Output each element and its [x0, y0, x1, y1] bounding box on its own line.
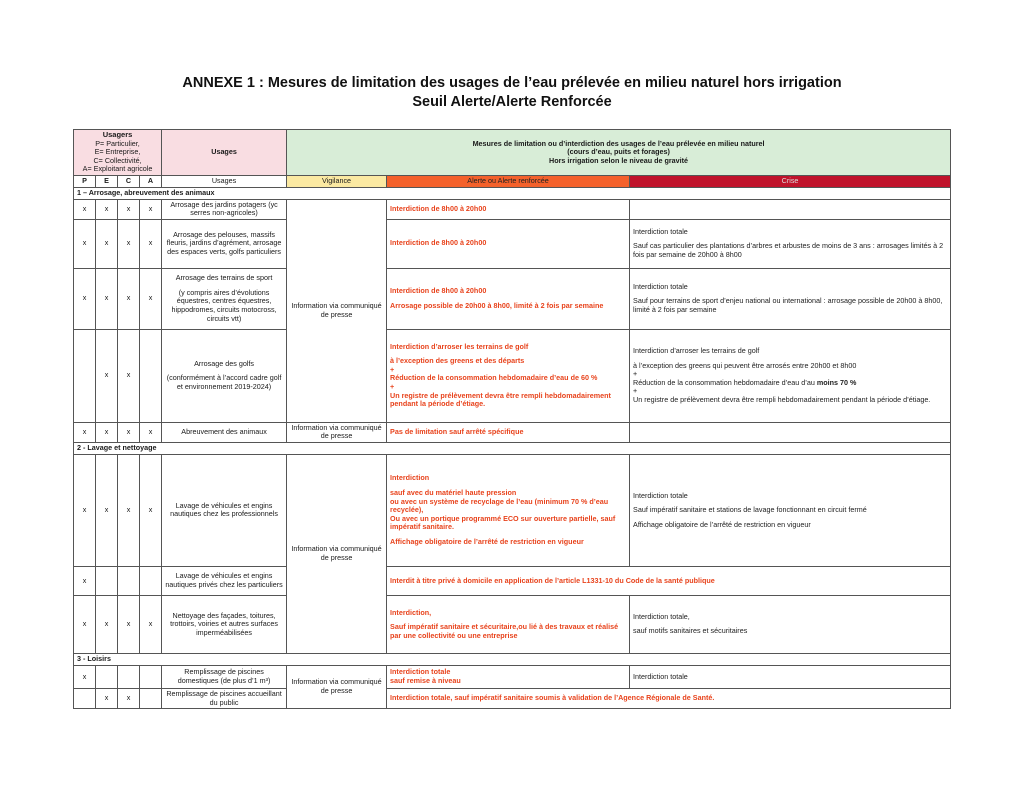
- mark-a: x: [140, 199, 162, 219]
- mark-e: x: [96, 595, 118, 653]
- mark-c: x: [118, 595, 140, 653]
- crise-line: Un registre de prélèvement devra être rempli hebdomadairement pendant la période d’étiage.: [633, 394, 931, 404]
- alerte-line: Ou avec un portique programmé ECO sur ouverture partielle, sauf impératif sanitaire.: [390, 513, 616, 532]
- alerte-cell: [387, 665, 630, 688]
- mark-c: x: [118, 454, 140, 566]
- document-title: [0, 74, 1024, 112]
- crise-cell: [630, 199, 951, 219]
- mark-e: x: [96, 268, 118, 329]
- table-row: [74, 595, 951, 653]
- crise-line: à l’exception des greens qui peuvent être arrosés entre 20h00 et 8h00: [633, 360, 857, 370]
- crise-cell: [630, 219, 951, 268]
- usage-cell: Remplissage de piscines domestiques (de plus d’1 m³): [162, 665, 287, 688]
- usage-cell: Arrosage des pelouses, massifs fleuris, jardins d’agrément, arrosage des espaces verts, golfs particuliers: [162, 219, 287, 268]
- crise-cell: [630, 329, 951, 422]
- header-row: [74, 130, 951, 176]
- alerte-line: Sauf impératif sanitaire et sécuritaire,ou lié à des travaux et réalisé par une collectivité ou une entreprise: [390, 622, 619, 640]
- alerte-cell: Interdit à titre privé à domicile en application de l’article L1331-10 du Code de la santé publique: [387, 566, 951, 595]
- crise-line: Affichage obligatoire de l’arrêté de restriction en vigueur: [633, 519, 811, 529]
- vigilance-cell: Information via communiqué de presse: [287, 665, 387, 708]
- crise-cell: Interdiction totale: [630, 665, 951, 688]
- crise-cell: [630, 422, 951, 442]
- mark-a: x: [140, 268, 162, 329]
- table-row: [74, 665, 951, 688]
- mark-e: x: [96, 329, 118, 422]
- crise-bold: moins 70 %: [816, 377, 857, 387]
- mesures-line-1: Mesures de limitation ou d’interdiction des usages de l’eau prélevée en milieu naturel: [472, 138, 765, 148]
- alerte-line: Interdiction,: [390, 607, 432, 617]
- crise-line: Sauf cas particulier des plantations d’arbres et arbustes de moins de 3 ans : arrosages limités à 2 fois par semaine de 20h00 à 8h00: [633, 241, 944, 260]
- alerte-line: Interdiction d’arroser les terrains de golf: [390, 341, 529, 351]
- mark-c: x: [118, 329, 140, 422]
- alerte-line: Interdiction totale: [390, 667, 451, 677]
- usage-cell: [162, 268, 287, 329]
- alerte-line: Affichage obligatoire de l’arrêté de restriction en vigueur: [390, 536, 584, 546]
- usage-cell: [162, 329, 287, 422]
- col-c: C: [118, 175, 140, 187]
- col-a: A: [140, 175, 162, 187]
- mesures-line-2: (cours d’eau, puits et forages): [567, 147, 670, 157]
- crise-cell: [630, 595, 951, 653]
- crise-line: +: [633, 386, 638, 396]
- crise-line: Sauf impératif sanitaire et stations de lavage fonctionnant en circuit fermé: [633, 505, 867, 515]
- crise-cell: [630, 454, 951, 566]
- mark-a: [140, 688, 162, 708]
- section-title-3: 3 - Loisirs: [74, 653, 951, 665]
- mark-a: x: [140, 219, 162, 268]
- usagers-legend-e: E= Entreprise,: [94, 147, 141, 157]
- crise-line: Interdiction totale,: [633, 611, 690, 621]
- mark-c: x: [118, 268, 140, 329]
- mesures-header: [287, 130, 951, 176]
- alerte-line: à l’exception des greens et des départs: [390, 356, 525, 366]
- section-title-1: 1 – Arrosage, abreuvement des animaux: [74, 187, 951, 199]
- section-row: [74, 187, 951, 199]
- col-vigilance: Vigilance: [287, 175, 387, 187]
- table-row: [74, 454, 951, 566]
- vigilance-cell: Information via communiqué de presse: [287, 422, 387, 442]
- measures-table: [73, 129, 951, 709]
- alerte-line: Interdiction de 8h00 à 20h00: [390, 286, 487, 296]
- alerte-cell: Pas de limitation sauf arrêté spécifique: [387, 422, 630, 442]
- mark-c: [118, 665, 140, 688]
- col-alerte: Alerte ou Alerte renforcée: [387, 175, 630, 187]
- mark-p: x: [74, 454, 96, 566]
- crise-line: Interdiction totale: [633, 281, 688, 291]
- col-usages: Usages: [162, 175, 287, 187]
- usage-cell: Lavage de véhicules et engins nautiques chez les professionnels: [162, 454, 287, 566]
- section-title-2: 2 - Lavage et nettoyage: [74, 442, 951, 454]
- mark-a: x: [140, 595, 162, 653]
- mark-a: [140, 665, 162, 688]
- vigilance-cell: Information via communiqué de presse: [287, 199, 387, 422]
- alerte-cell: [387, 268, 630, 329]
- mark-c: x: [118, 422, 140, 442]
- mark-e: x: [96, 422, 118, 442]
- mark-e: x: [96, 688, 118, 708]
- mark-p: x: [74, 219, 96, 268]
- table-row: [74, 219, 951, 268]
- mark-p: [74, 329, 96, 422]
- table-row: [74, 329, 951, 422]
- col-e: E: [96, 175, 118, 187]
- crise-line: [633, 379, 947, 388]
- mark-a: x: [140, 454, 162, 566]
- mark-p: x: [74, 665, 96, 688]
- mark-c: x: [118, 219, 140, 268]
- mark-e: [96, 566, 118, 595]
- mark-c: x: [118, 688, 140, 708]
- crise-line: Interdiction totale: [633, 226, 688, 236]
- crise-line: Interdiction totale: [633, 490, 688, 500]
- alerte-line: sauf remise à niveau: [390, 675, 461, 685]
- alerte-line: Arrosage possible de 20h00 à 8h00, limité à 2 fois par semaine: [390, 300, 604, 310]
- usage-line: (y compris aires d’évolutions équestres, centres équestres, hippodromes, circuits motocross, circuits vtt): [171, 287, 277, 323]
- mark-p: x: [74, 422, 96, 442]
- mark-a: [140, 566, 162, 595]
- vigilance-cell: Information via communiqué de presse: [287, 454, 387, 653]
- crise-line: sauf motifs sanitaires et sécuritaires: [633, 626, 748, 636]
- table-row: [74, 688, 951, 708]
- crise-cell: [630, 268, 951, 329]
- crise-text: Réduction de la consommation hebdomadaire d’eau d’au: [633, 377, 815, 387]
- usagers-title: Usagers: [102, 130, 133, 139]
- alerte-line: sauf avec du matériel haute pression: [390, 487, 517, 497]
- usagers-legend-a: A= Exploitant agricole: [82, 164, 153, 174]
- table-row: [74, 422, 951, 442]
- table-row: [74, 268, 951, 329]
- mark-e: x: [96, 454, 118, 566]
- subheader-row: [74, 175, 951, 187]
- alerte-cell: Interdiction totale, sauf impératif sanitaire soumis à validation de l’Agence Régionale de Santé.: [387, 688, 951, 708]
- crise-line: +: [633, 369, 638, 379]
- table-row: [74, 566, 951, 595]
- usage-cell: Arrosage des jardins potagers (yc serres non-agricoles): [162, 199, 287, 219]
- usagers-legend-p: P= Particulier,: [95, 138, 140, 148]
- usage-cell: Remplissage de piscines accueillant du public: [162, 688, 287, 708]
- alerte-line: ou avec un système de recyclage de l’eau (minimum 70 % d’eau recyclée),: [390, 496, 609, 515]
- alerte-line: Réduction de la consommation hebdomadaire d’eau de 60 %: [390, 373, 598, 383]
- usage-line: Arrosage des terrains de sport: [175, 273, 273, 283]
- mark-c: [118, 566, 140, 595]
- usage-line: et environnement 2019-2024): [176, 382, 272, 392]
- section-row: [74, 442, 951, 454]
- mesures-line-3: Hors irrigation selon le niveau de gravité: [549, 155, 689, 165]
- crise-line: Sauf pour terrains de sport d’enjeu national ou international : arrosage possible de 20h00 à 8h00, limité à 2 fois par semaine: [633, 296, 943, 315]
- alerte-cell: Interdiction de 8h00 à 20h00: [387, 219, 630, 268]
- mark-e: x: [96, 219, 118, 268]
- alerte-cell: [387, 329, 630, 422]
- usagers-header: [74, 130, 162, 176]
- mark-p: x: [74, 268, 96, 329]
- col-crise: Crise: [630, 175, 951, 187]
- mark-e: [96, 665, 118, 688]
- alerte-line: Interdiction: [390, 473, 430, 483]
- usage-cell: Nettoyage des façades, toitures, trottoirs, voiries et autres surfaces imperméabilisées: [162, 595, 287, 653]
- section-row: [74, 653, 951, 665]
- mark-c: x: [118, 199, 140, 219]
- mark-p: x: [74, 595, 96, 653]
- title-line-1: ANNEXE 1 : Mesures de limitation des usages de l’eau prélevée en milieu naturel hors irrigation: [182, 75, 842, 91]
- alerte-line: Un registre de prélèvement devra être rempli hebdomadairement pendant la période d’étiage.: [390, 390, 611, 409]
- usage-line: (conformément à l’accord cadre golf: [166, 373, 282, 383]
- alerte-line: +: [390, 364, 395, 374]
- title-line-2: Seuil Alerte/Alerte Renforcée: [412, 94, 612, 110]
- usage-line: Arrosage des golfs: [194, 358, 255, 368]
- usage-cell: Lavage de véhicules et engins nautiques privés chez les particuliers: [162, 566, 287, 595]
- mark-p: x: [74, 199, 96, 219]
- alerte-line: +: [390, 382, 395, 392]
- usagers-legend-c: C= Collectivité,: [93, 155, 142, 165]
- alerte-cell: [387, 454, 630, 566]
- usages-header: Usages: [162, 130, 287, 176]
- usage-cell: Abreuvement des animaux: [162, 422, 287, 442]
- alerte-cell: Interdiction de 8h00 à 20h00: [387, 199, 630, 219]
- mark-e: x: [96, 199, 118, 219]
- mark-a: [140, 329, 162, 422]
- table-row: [74, 199, 951, 219]
- mark-p: [74, 688, 96, 708]
- mark-p: x: [74, 566, 96, 595]
- crise-line: Interdiction d’arroser les terrains de golf: [633, 345, 760, 355]
- col-p: P: [74, 175, 96, 187]
- alerte-cell: [387, 595, 630, 653]
- mark-a: x: [140, 422, 162, 442]
